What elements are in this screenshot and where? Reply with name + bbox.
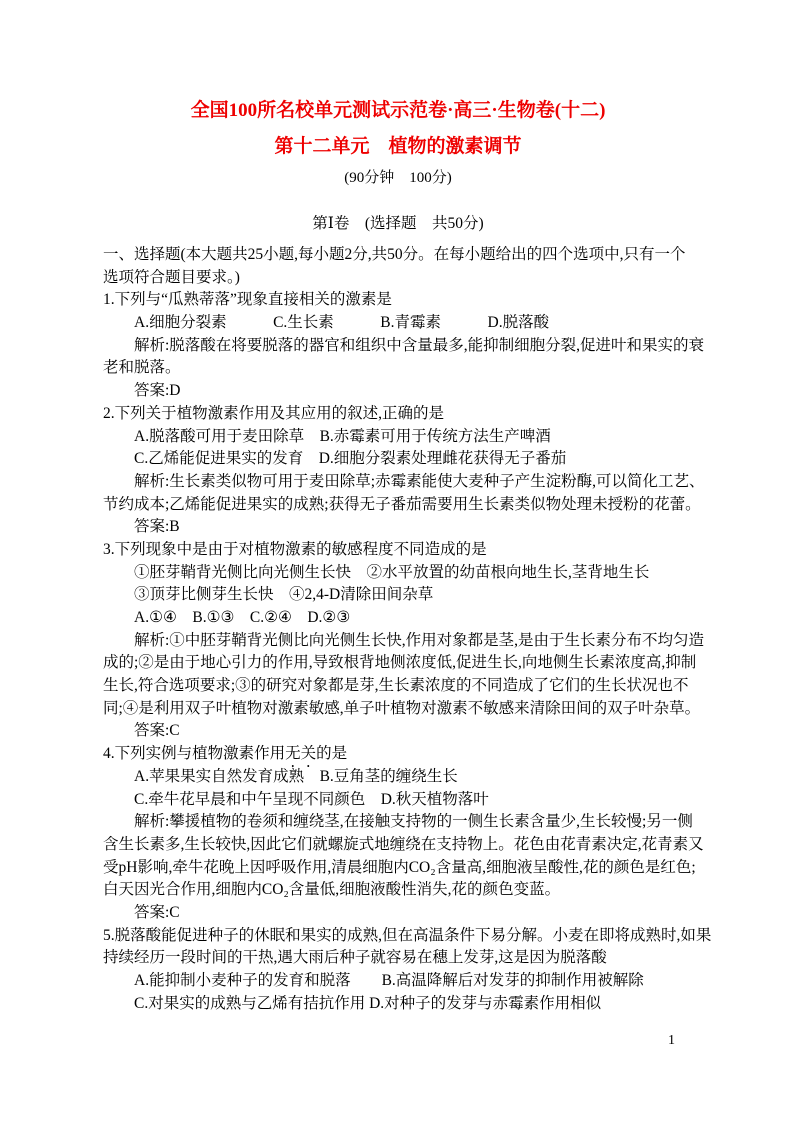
text-line: C.牵牛花早晨和中午呈现不同颜色 D.秋天植物落叶: [134, 790, 489, 808]
exam-duration-score: (90分钟 100分): [344, 170, 452, 186]
exam-body: [103, 244, 712, 1015]
text-line: 生长,符合选项要求;③的研究对象都是芽,生长素浓度的不同造成了它们的生长状况也不: [103, 677, 689, 695]
text-line: 1.下列与“瓜熟蒂落”现象直接相关的激素是: [103, 291, 392, 309]
text-line: 答案:C: [134, 903, 180, 921]
text-line: ③顶芽比侧芽生长快 ④2,4-D清除田间杂草: [134, 586, 434, 604]
text-segment: 4.下列实例与植物激素作用: [103, 745, 286, 763]
text-line: 答案:C: [134, 722, 180, 740]
text-line: 节约成本;乙烯能促进果实的成熟;获得无子番茄需要用生长素类似物处理未授粉的花蕾。: [103, 495, 701, 513]
page-title: 全国100所名校单元测试示范卷·高三·生物卷(十二): [190, 100, 606, 121]
text-line: 受pH影响,牵牛花晚上因呼吸作用,清晨细胞内CO₂含量高,细胞液呈酸性,花的颜色是红色;: [103, 858, 696, 876]
text-line: 老和脱落。: [103, 359, 181, 377]
text-line: 解析:攀援植物的卷须和缠绕茎,在接触支持物的一侧生长素含量少,生长较慢;另一侧: [134, 813, 693, 831]
text-segment: 的是: [316, 745, 348, 763]
text-line: [103, 743, 693, 766]
text-column: [103, 98, 712, 1015]
text-line: A.①④ B.①③ C.②④ D.②③: [134, 609, 351, 626]
text-line: 白天因光合作用,细胞内CO₂含量低,细胞液酸性消失,花的颜色变蓝。: [103, 881, 561, 899]
text-line: 3.下列现象中是由于对植物激素的敏感程度不同造成的是: [103, 540, 487, 558]
section-header: 第Ⅰ卷 (选择题 共50分): [312, 215, 484, 232]
text-line: 答案:D: [134, 382, 181, 400]
text-line: 一、选择题(本大题共25小题,每小题2分,共50分。在每小题给出的四个选项中,只有一个: [103, 246, 686, 263]
text-line: 2.下列关于植物激素作用及其应用的叙述,正确的是: [103, 404, 445, 422]
text-line: 含生长素多,生长较快,因此它们就螺旋式地缠绕在支持物上。花色由花青素决定,花青素又: [103, 835, 704, 853]
text-line: ①胚芽鞘背光侧比向光侧生长快 ②水平放置的幼苗根向地生长,茎背地生长: [134, 563, 650, 581]
text-line: 同;④是利用双子叶植物对激素敏感,单子叶植物对激素不敏感来清除田间的双子叶杂草。: [103, 699, 701, 717]
text-line: 解析:脱落酸在将要脱落的器官和组织中含量最多,能抑制细胞分裂,促进叶和果实的衰: [134, 336, 705, 354]
text-line: A.能抑制小麦种子的发育和脱落 B.高温降解后对发芽的抑制作用被解除: [134, 972, 644, 989]
text-line: C.乙烯能促进果实的发育 D.细胞分裂素处理雌花获得无子番茄: [134, 450, 567, 468]
text-line: 5.脱落酸能促进种子的休眠和果实的成熟,但在高温条件下易分解。小麦在即将成熟时,如果: [103, 926, 712, 944]
text-line: 选项符合题目要求。): [103, 268, 240, 286]
text-line: A.细胞分裂素 C.生长素 B.青霉素 D.脱落酸: [134, 314, 550, 332]
emphasized-text: 无关: [285, 745, 317, 763]
text-line: 解析:①中胚芽鞘背光侧比向光侧生长快,作用对象都是茎,是由于生长素分布不均匀造: [134, 631, 705, 649]
text-line: 成的;②是由于地心引力的作用,导致根背地侧浓度低,促进生长,向地侧生长素浓度高,抑制: [103, 654, 697, 672]
text-line: C.对果实的成熟与乙烯有拮抗作用 D.对种子的发芽与赤霉素作用相似: [134, 994, 602, 1012]
text-line: A.苹果果实自然发育成熟 B.豆角茎的缠绕生长: [134, 767, 458, 785]
unit-subtitle: 第十二单元 植物的激素调节: [274, 136, 522, 157]
text-line: 解析:生长素类似物可用于麦田除草;赤霉素能使大麦种子产生淀粉酶,可以简化工艺、: [134, 472, 705, 490]
text-line: 答案:B: [134, 518, 180, 536]
text-line: 持续经历一段时间的干热,遇大雨后种子就容易在穗上发芽,这是因为脱落酸: [103, 949, 607, 967]
page-number: 1: [668, 1033, 675, 1048]
text-line: A.脱落酸可用于麦田除草 B.赤霉素可用于传统方法生产啤酒: [134, 427, 551, 445]
